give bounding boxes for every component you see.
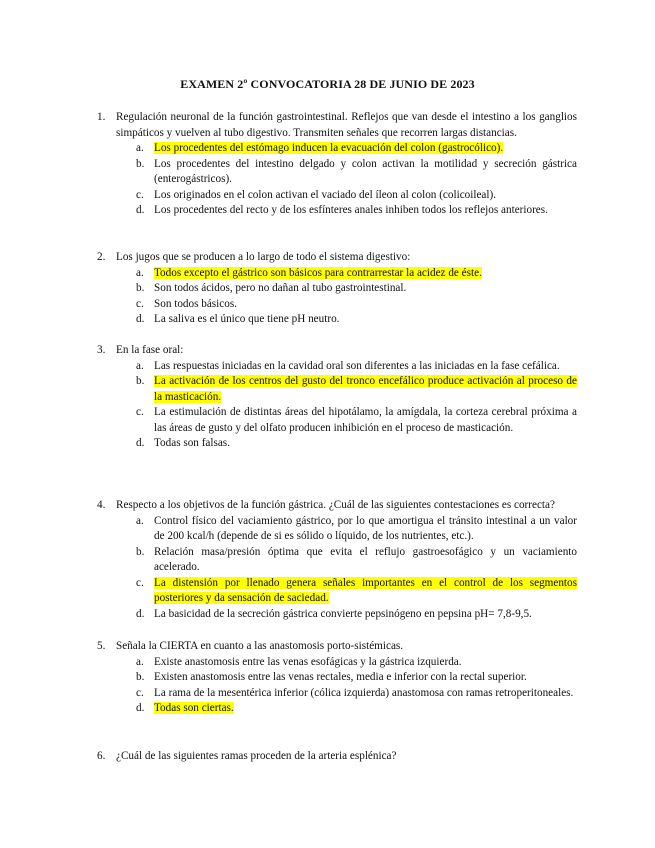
question-number: 5. [97, 640, 106, 652]
option-text-highlighted: Todos excepto el gástrico son básicos para contrarrestar la acidez de éste. [154, 266, 482, 279]
question-4 [97, 498, 577, 622]
option-a [97, 359, 577, 375]
option-a [97, 266, 577, 282]
option-text: La rama de la mesentérica inferior (cólica izquierda) anastomosa con ramas retroperitoneales. [154, 686, 574, 699]
option-letter: a. [136, 655, 144, 668]
option-letter: b. [136, 157, 145, 170]
option-text: Control físico del vaciamiento gástrico, por lo que amortigua el tránsito intestinal a un valor de 200 kcal/h (depende de si es sólido o líquido, de los nutrientes, etc.). [154, 514, 577, 542]
option-c [97, 188, 577, 204]
question-number: 1. [97, 111, 106, 123]
option-list [97, 359, 577, 452]
option-letter: c. [136, 188, 144, 201]
option-text-highlighted: Los procedentes del estómago inducen la evacuación del colon (gastrocólico). [154, 142, 504, 154]
option-text: Los procedentes del intestino delgado y colon activan la motilidad y secreción gástrica (enterogástricos). [154, 157, 577, 185]
option-d [97, 312, 577, 328]
question-6 [97, 749, 577, 765]
option-d [97, 701, 577, 717]
option-text: La estimulación de distintas áreas del hipotálamo, la amígdala, la corteza cerebral próxima a las áreas de gusto y del olfato producen inhibición en el proceso de masticación. [154, 406, 577, 434]
question-1 [97, 110, 577, 219]
exam-title: EXAMEN 2º CONVOCATORIA 28 DE JUNIO DE 2023 [180, 77, 475, 91]
question-number: 2. [97, 251, 106, 263]
option-letter: b. [136, 282, 145, 294]
option-d [97, 607, 577, 623]
option-c [97, 686, 577, 702]
question-text: ¿Cuál de las siguientes ramas proceden de la arteria esplénica? [116, 750, 397, 762]
option-letter: d. [136, 607, 145, 620]
option-text-highlighted: Todas son ciertas. [154, 702, 234, 714]
option-text: La saliva es el único que tiene pH neutro. [154, 313, 340, 325]
option-list [97, 655, 577, 717]
option-letter: d. [136, 702, 145, 714]
option-letter: c. [136, 297, 144, 310]
option-text: Existe anastomosis entre las venas esofágicas y la gástrica izquierda. [154, 655, 462, 668]
option-letter: c. [136, 406, 144, 418]
option-a [97, 141, 577, 157]
option-letter: b. [136, 671, 145, 683]
option-letter: d. [136, 204, 145, 216]
question-text: Los jugos que se producen a lo largo de todo el sistema digestivo: [116, 251, 411, 263]
option-text: Son todos básicos. [154, 297, 237, 310]
option-c [97, 405, 577, 436]
question-number: 4. [97, 499, 106, 511]
option-a [97, 655, 577, 671]
option-list [97, 141, 577, 219]
question-number: 3. [97, 344, 106, 356]
question-text: Regulación neuronal de la función gastrointestinal. Reflejos que van desde el intestino a los ganglios simpáticos y vuelven al tubo digestivo. Transmiten señales que recorren largas distancias. [116, 111, 577, 139]
option-b [97, 281, 577, 297]
option-a [97, 514, 577, 545]
option-c [97, 297, 577, 313]
option-b [97, 545, 577, 576]
question-5 [97, 639, 577, 717]
option-c [97, 576, 577, 607]
option-letter: c. [136, 576, 144, 589]
option-letter: b. [136, 545, 145, 558]
option-list [97, 266, 577, 328]
question-3 [97, 343, 577, 452]
option-text: La basicidad de la secreción gástrica convierte pepsinógeno en pepsina pH= 7,8-9,5. [154, 607, 532, 620]
option-text: Son todos ácidos, pero no dañan al tubo gastrointestinal. [154, 282, 407, 294]
option-letter: c. [136, 686, 144, 699]
option-b [97, 670, 577, 686]
question-number: 6. [97, 750, 106, 762]
option-text: Los procedentes del recto y de los esfínteres anales inhiben todos los reflejos anteriores. [154, 204, 548, 216]
option-letter: a. [136, 266, 144, 279]
option-letter: d. [136, 313, 145, 325]
option-letter: b. [136, 375, 145, 387]
option-b [97, 157, 577, 188]
option-letter: a. [136, 514, 144, 527]
option-b [97, 374, 577, 405]
option-text-highlighted: La activación de los centros del gusto del tronco encefálico produce activación al proceso de la masticación. [154, 375, 577, 403]
option-text: Todas son falsas. [154, 437, 230, 449]
option-text: Relación masa/presión óptima que evita el reflujo gastroesofágico y un vaciamiento acelerado. [154, 545, 577, 573]
option-d [97, 436, 577, 452]
option-list [97, 514, 577, 623]
question-2 [97, 250, 577, 328]
option-text: Las respuestas iniciadas en la cavidad oral son diferentes a las iniciadas en la fase cefálica. [154, 359, 560, 372]
question-text: Señala la CIERTA en cuanto a las anastomosis porto-sistémicas. [116, 640, 404, 652]
option-text: Existen anastomosis entre las venas rectales, media e inferior con la rectal superior. [154, 671, 527, 683]
option-text-highlighted: La distensión por llenado genera señales importantes en el control de los segmentos posteriores y da sensación de saciedad. [154, 576, 577, 604]
option-d [97, 203, 577, 219]
question-text: En la fase oral: [116, 344, 184, 356]
option-letter: a. [136, 359, 144, 372]
question-text: Respecto a los objetivos de la función gástrica. ¿Cuál de las siguientes contestaciones es correcta? [116, 499, 555, 511]
option-letter: a. [136, 142, 144, 154]
option-letter: d. [136, 437, 145, 449]
option-text: Los originados en el colon activan el vaciado del íleon al colon (colicoileal). [154, 188, 497, 201]
